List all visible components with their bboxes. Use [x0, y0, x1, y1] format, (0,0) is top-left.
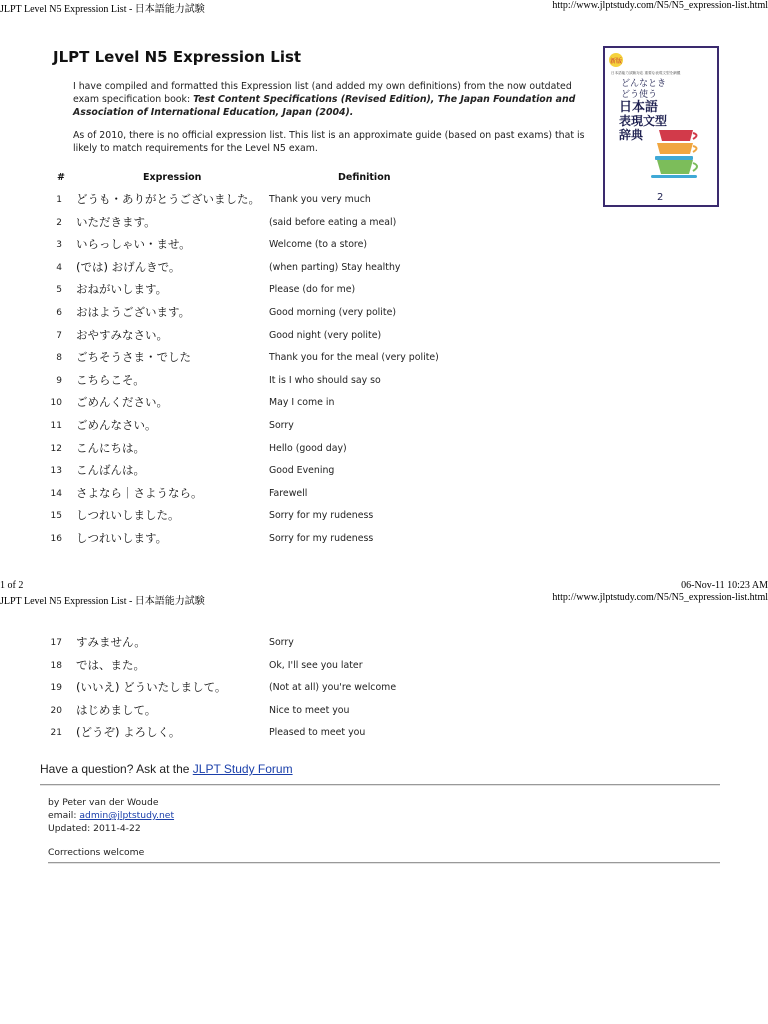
row-expression: こんばんは。 — [76, 463, 145, 478]
table-row — [0, 507, 600, 525]
table-row — [0, 417, 600, 435]
page-count: 1 of 2 — [0, 580, 24, 591]
row-expression: ごめんください。 — [76, 395, 168, 410]
row-number: 16 — [50, 534, 62, 544]
row-definition: (said before eating a meal) — [269, 216, 397, 228]
row-number: 3 — [56, 240, 62, 251]
email-line — [48, 810, 174, 821]
row-expression: おねがいします。 — [76, 282, 168, 297]
table-row — [0, 304, 600, 322]
row-number: 14 — [50, 488, 62, 499]
table-row — [0, 372, 600, 390]
row-definition: Thank you very much — [269, 194, 371, 205]
cup-orange — [657, 143, 693, 154]
intro-paragraph-1 — [73, 80, 598, 119]
book-cover-art — [605, 48, 717, 205]
column-header-expression: Expression — [143, 172, 202, 183]
row-definition: Thank you for the meal (very polite) — [269, 352, 439, 364]
table-row — [0, 485, 600, 503]
row-expression: こんにちは。 — [76, 440, 145, 455]
row-expression: しつれいします。 — [76, 531, 168, 545]
row-number: 21 — [50, 728, 62, 739]
row-definition: Hello (good day) — [269, 442, 347, 454]
row-definition: (when parting) Stay healthy — [269, 261, 401, 273]
table-row — [0, 724, 600, 742]
print-header-url: http://www.jlptstudy.com/N5/N5_expression-list.html — [552, 592, 768, 603]
row-definition: Good Evening — [269, 465, 335, 477]
divider-top — [40, 784, 720, 786]
cup-blue-rim — [655, 156, 693, 160]
cover-kana-2: どう使う — [621, 90, 658, 100]
row-number: 2 — [56, 217, 62, 228]
row-number: 9 — [56, 375, 62, 386]
badge-text: 新版 — [610, 58, 623, 65]
row-definition: Ok, I'll see you later — [269, 659, 363, 671]
table-row — [0, 440, 600, 458]
row-definition: May I come in — [269, 397, 335, 409]
question-text: Have a question? Ask at the — [40, 762, 193, 776]
divider-bottom — [48, 862, 720, 864]
row-definition: Good morning (very polite) — [269, 307, 396, 318]
row-expression: おはようございます。 — [76, 305, 191, 319]
row-expression: おやすみなさい。 — [76, 327, 168, 342]
table-row — [0, 462, 600, 480]
table-row — [0, 327, 600, 345]
table-row — [0, 191, 600, 209]
row-definition: Nice to meet you — [269, 704, 350, 716]
question-line — [40, 762, 293, 776]
email-label: email: — [48, 810, 80, 821]
row-expression: (どうぞ) よろしく。 — [76, 725, 181, 740]
row-expression: さよなら｜さようなら。 — [76, 485, 203, 500]
cover-kana-1: どんなとき — [621, 79, 667, 89]
publisher-mark: 2 — [657, 192, 664, 203]
intro-paragraph-2: As of 2010, there is no official expression list. This list is an approximate guide (based on past exams) that is likely to match requirements for the Level N5 exam. — [73, 130, 585, 154]
row-number: 6 — [56, 308, 62, 318]
row-number: 18 — [50, 660, 62, 671]
row-expression: いらっしゃい・ませ。 — [76, 237, 191, 252]
table-row — [0, 394, 600, 412]
row-number: 13 — [50, 466, 62, 477]
row-definition: (Not at all) you're welcome — [269, 682, 397, 694]
row-expression: はじめまして。 — [76, 702, 157, 717]
row-expression: いただきます。 — [76, 214, 156, 229]
saucer — [651, 175, 697, 178]
row-definition: Sorry — [269, 637, 294, 648]
cover-title-3: 辞典 — [619, 128, 644, 142]
table-row — [0, 702, 600, 720]
row-definition: Sorry — [269, 420, 294, 431]
row-number: 11 — [50, 421, 62, 431]
table-row — [0, 281, 600, 299]
row-number: 5 — [56, 285, 62, 296]
table-row — [0, 349, 600, 367]
print-header-url: http://www.jlptstudy.com/N5/N5_expression-list.html — [552, 0, 768, 11]
table-row — [0, 634, 600, 652]
print-header-title: JLPT Level N5 Expression List - 日本語能力試験 — [0, 596, 205, 607]
cup-green — [657, 160, 693, 174]
row-number: 4 — [56, 262, 62, 273]
print-timestamp: 06-Nov-11 10:23 AM — [681, 580, 768, 591]
row-definition: Welcome (to a store) — [269, 239, 368, 251]
email-link[interactable]: admin@jlptstudy.net — [79, 810, 175, 821]
row-expression: では、また。 — [76, 657, 145, 672]
corrections-line: Corrections welcome — [48, 847, 145, 858]
row-expression: (いいえ) どういたしまして。 — [76, 680, 227, 695]
table-row — [0, 214, 600, 232]
print-header-title: JLPT Level N5 Expression List - 日本語能力試験 — [0, 4, 205, 15]
cover-subtitle: 日本語能力試験対応 重要な表現文型を網羅 — [611, 71, 681, 75]
row-number: 20 — [50, 705, 62, 716]
row-expression: しつれいしました。 — [76, 508, 180, 523]
row-expression: (では) おげんきで。 — [76, 259, 181, 274]
forum-link[interactable]: JLPT Study Forum — [192, 762, 293, 776]
book-cover-image — [603, 46, 719, 207]
table-row — [0, 236, 600, 254]
table-row — [0, 679, 600, 697]
row-expression: ごちそうさま・でした — [76, 350, 191, 365]
table-row — [0, 657, 600, 675]
row-number: 15 — [50, 511, 62, 522]
cup-red — [659, 130, 693, 141]
row-number: 8 — [56, 353, 62, 364]
updated-line: Updated: 2011-4-22 — [48, 823, 141, 834]
row-expression: ごめんなさい。 — [76, 418, 157, 432]
row-expression: どうも・ありがとうございました。 — [76, 192, 260, 206]
row-number: 12 — [50, 443, 62, 454]
intro-text: I have compiled and formatted this Expression list (and added my own definitions) from the now outdated exam specification book: — [73, 81, 572, 105]
cover-title-2: 表現文型 — [619, 114, 668, 128]
row-number: 10 — [50, 398, 62, 409]
row-definition: Sorry for my rudeness — [269, 510, 374, 522]
row-number: 19 — [50, 683, 62, 694]
row-definition: Sorry for my rudeness — [269, 533, 374, 544]
column-header-number: # — [57, 172, 65, 183]
cover-title-1: 日本語 — [619, 100, 659, 115]
column-header-definition: Definition — [338, 172, 391, 183]
row-number: 1 — [56, 195, 62, 205]
intro-book-title: Test Content Specifications (Revised Edition), The Japan Foundation and Association of International Education, Japan (2004). — [73, 94, 576, 118]
row-definition: Pleased to meet you — [269, 727, 366, 739]
row-number: 17 — [50, 638, 62, 648]
row-expression: すみません。 — [76, 635, 146, 649]
row-definition: It is I who should say so — [269, 374, 381, 386]
page-title: JLPT Level N5 Expression List — [53, 48, 302, 66]
author-line: by Peter van der Woude — [48, 797, 159, 808]
row-number: 7 — [56, 330, 62, 341]
table-row — [0, 530, 600, 548]
table-row — [0, 259, 600, 277]
row-definition: Please (do for me) — [269, 284, 356, 296]
row-definition: Good night (very polite) — [269, 329, 382, 341]
row-definition: Farewell — [269, 487, 308, 499]
row-expression: こちらこそ。 — [76, 372, 145, 387]
